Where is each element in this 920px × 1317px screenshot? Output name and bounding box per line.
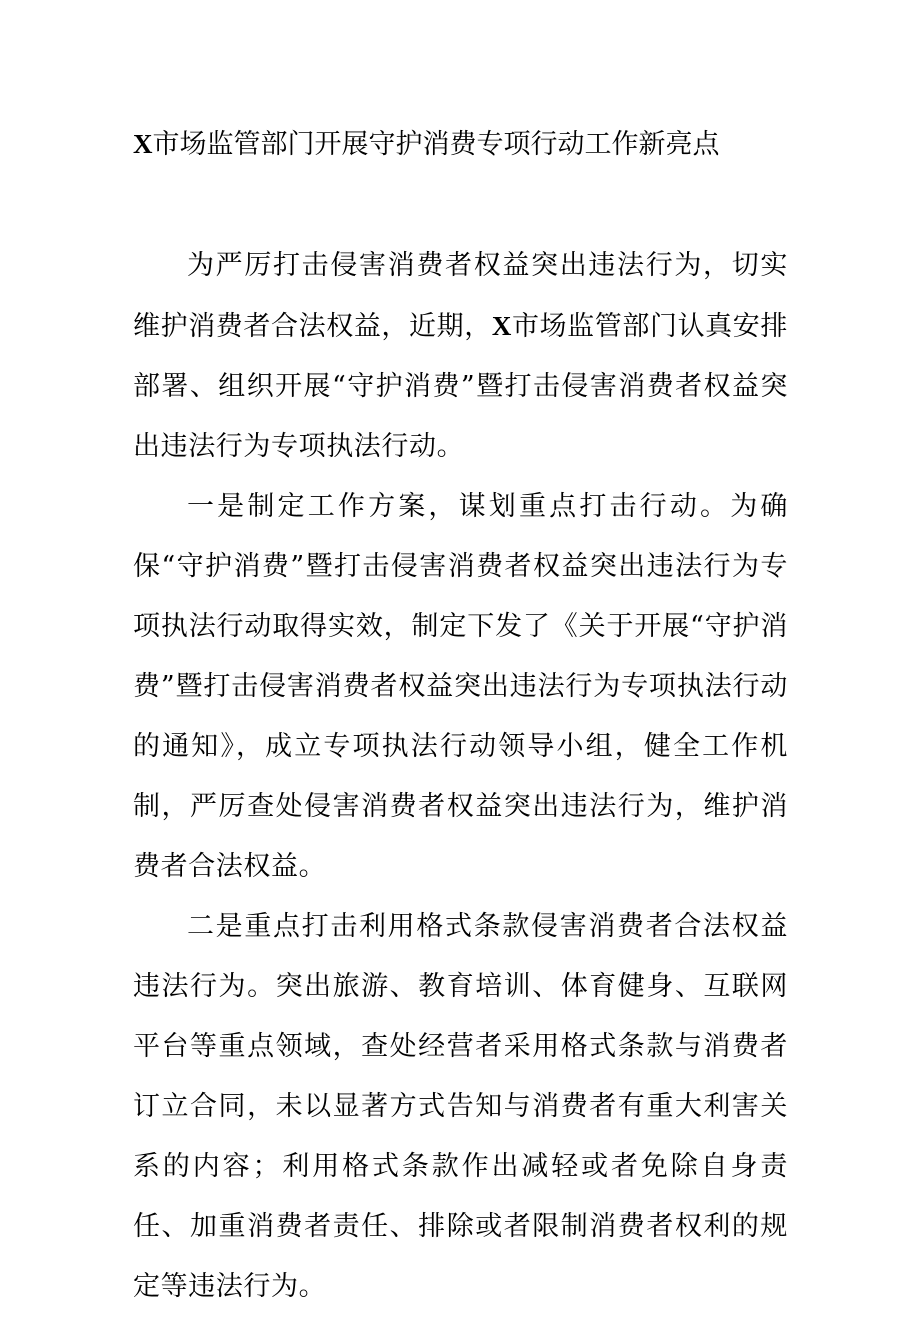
title-text: 市场监管部门开展守护消费专项行动工作新亮点 (152, 129, 720, 160)
title-prefix: X (133, 129, 153, 159)
document-title (133, 124, 833, 165)
paragraph-intro-part2: 市场监管部门认真安排部署、组织开展“守护消费”暨打击侵害消费者权益突出违法行为专项执法行动。 (133, 311, 788, 462)
document-body (133, 236, 788, 1317)
paragraph-intro-latin: X (491, 311, 512, 341)
paragraph-work-plan: 一是制定工作方案，谋划重点打击行动。为确保“守护消费”暨打击侵害消费者权益突出违法行为专项执法行动取得实效，制定下发了《关于开展“守护消费”暨打击侵害消费者权益突出违法行为专项执法行动的通知》，成立专项执法行动领导小组，健全工作机制，严厉查处侵害消费者权益突出违法行为，维护消费者合法权益。 (133, 491, 788, 882)
paragraph-format-clauses: 二是重点打击利用格式条款侵害消费者合法权益违法行为。突出旅游、教育培训、体育健身、互联网平台等重点领域，查处经营者采用格式条款与消费者订立合同，未以显著方式告知与消费者有重大利害关系的内容；利用格式条款作出减轻或者免除自身责任、加重消费者责任、排除或者限制消费者权利的规定等违法行为。 (133, 911, 788, 1302)
paragraph-intro-part1: 为严厉打击侵害消费者权益突出违法行为，切实维护消费者合法权益，近期， (133, 250, 788, 342)
paragraph-intro (133, 236, 788, 477)
